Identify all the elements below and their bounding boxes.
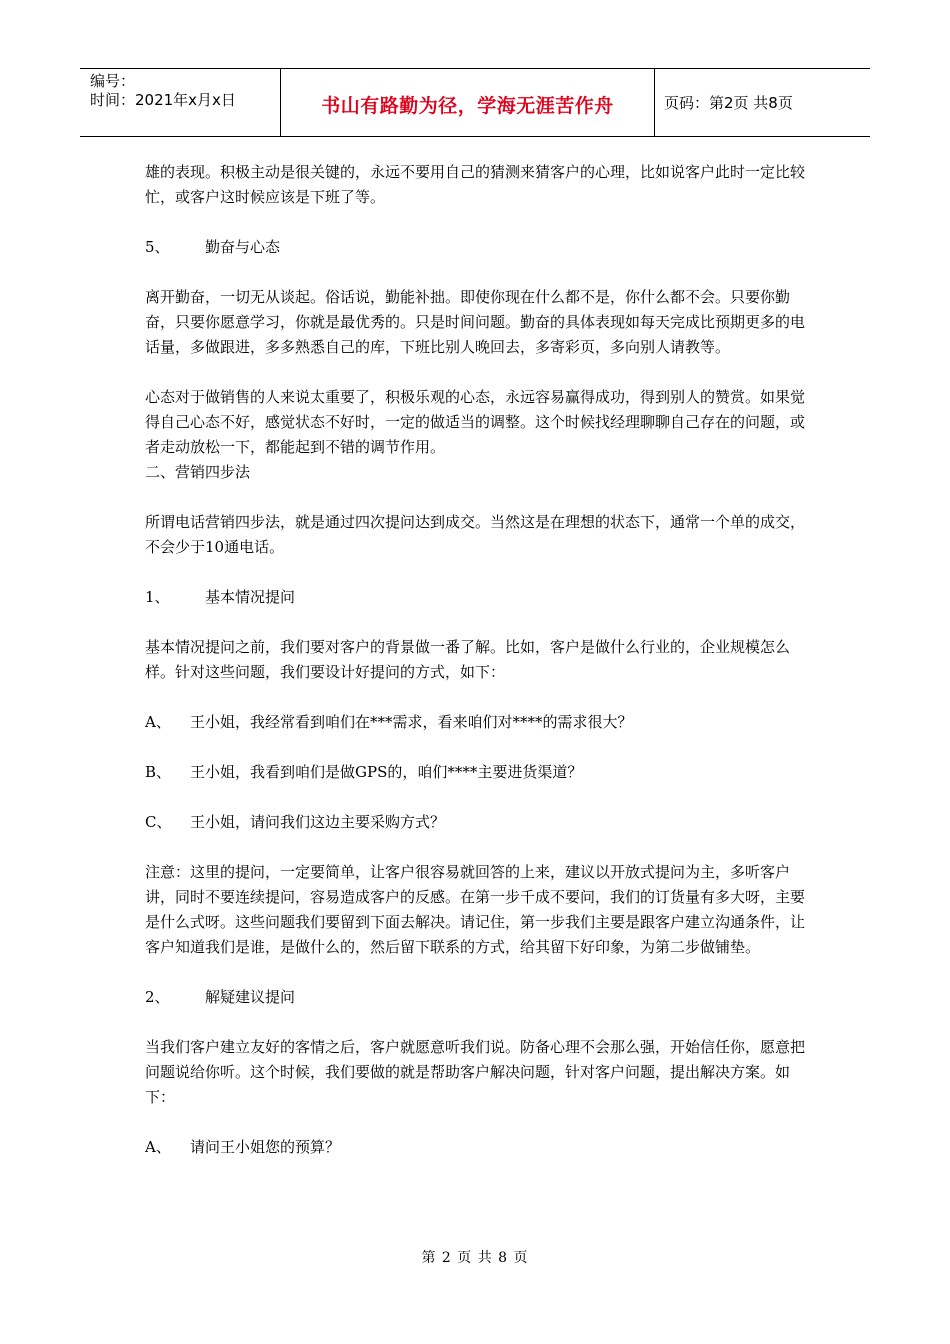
question-item	[145, 810, 810, 835]
question-label: B、	[145, 763, 172, 781]
subheading-number: 5、	[145, 238, 170, 256]
document-time-label: 时间：2021年x月x日	[90, 91, 236, 109]
question-label: A、	[145, 1138, 171, 1156]
paragraph: 雄的表现。积极主动是很关键的，永远不要用自己的猜测来猜客户的心理，比如说客户此时一定比较忙，或客户这时候应该是下班了等。	[145, 163, 806, 206]
paragraph: 基本情况提问之前，我们要对客户的背景做一番了解。比如，客户是做什么行业的，企业规模怎么样。针对这些问题，我们要设计好提问的方式，如下：	[145, 638, 791, 681]
question-text: 请问王小姐您的预算？	[190, 1138, 341, 1156]
document-body	[145, 160, 810, 1160]
paragraph: 心态对于做销售的人来说太重要了，积极乐观的心态，永远容易赢得成功，得到别人的赞赏。如果觉得自己心态不好，感觉状态不好时，一定的做适当的调整。这个时候找经理聊聊自己存在的问题，或者走动放松一下，都能起到不错的调节作用。	[145, 388, 806, 456]
paragraph: 当我们客户建立友好的客情之后，客户就愿意听我们说。防备心理不会那么强，开始信任你，愿意把问题说给你听。这个时候，我们要做的就是帮助客户解决问题，针对客户问题，提出解决方案。如下：	[145, 1038, 806, 1106]
subheading-2	[145, 985, 810, 1010]
paragraph: 离开勤奋，一切无从谈起。俗话说，勤能补拙。即使你现在什么都不是，你什么都不会。只要你勤奋，只要你愿意学习，你就是最优秀的。只是时间问题。勤奋的具体表现如每天完成比预期更多的电话量，多做跟进，多多熟悉自己的库，下班比别人晚回去，多寄彩页，多向别人请教等。	[145, 288, 806, 356]
header-page-number: 页码：第2页 共8页	[664, 94, 793, 112]
question-label: C、	[145, 813, 172, 831]
subheading-number: 1、	[145, 588, 170, 606]
subheading-text: 基本情况提问	[205, 588, 296, 606]
header-table	[80, 68, 870, 137]
question-item	[145, 710, 810, 735]
subheading-number: 2、	[145, 988, 170, 1006]
question-label: A、	[145, 713, 171, 731]
question-text: 王小姐，请问我们这边主要采购方式？	[190, 813, 446, 831]
subheading-text: 解疑建议提问	[205, 988, 296, 1006]
subheading-text: 勤奋与心态	[205, 238, 281, 256]
header-divider	[654, 69, 655, 136]
question-text: 王小姐，我看到咱们是做GPS的，咱们****主要进货渠道？	[190, 763, 583, 781]
question-item	[145, 1135, 810, 1160]
subheading-5	[145, 235, 810, 260]
page-footer: 第 2 页 共 8 页	[421, 1250, 529, 1266]
paragraph: 注意：这里的提问，一定要简单，让客户很容易就回答的上来，建议以开放式提问为主，多听客户讲，同时不要连续提问，容易造成客户的反感。在第一步千成不要问，我们的订货量有多大呀，主要是什么式呀。这些问题我们要留到下面去解决。请记住，第一步我们主要是跟客户建立沟通条件，让客户知道我们是谁，是做什么的，然后留下联系的方式，给其留下好印象，为第二步做铺垫。	[145, 863, 806, 956]
paragraph: 所谓电话营销四步法，就是通过四次提问达到成交。当然这是在理想的状态下，通常一个单的成交，不会少于10通电话。	[145, 513, 806, 556]
section-heading: 二、营销四步法	[145, 463, 251, 481]
header-motto: 书山有路勤为径，学海无涯苦作舟	[321, 95, 614, 117]
question-item	[145, 760, 810, 785]
subheading-1	[145, 585, 810, 610]
document-number-label: 编号：	[90, 72, 136, 90]
header-left-cell	[90, 72, 280, 110]
question-text: 王小姐，我经常看到咱们在***需求，看来咱们对****的需求很大？	[190, 713, 633, 731]
